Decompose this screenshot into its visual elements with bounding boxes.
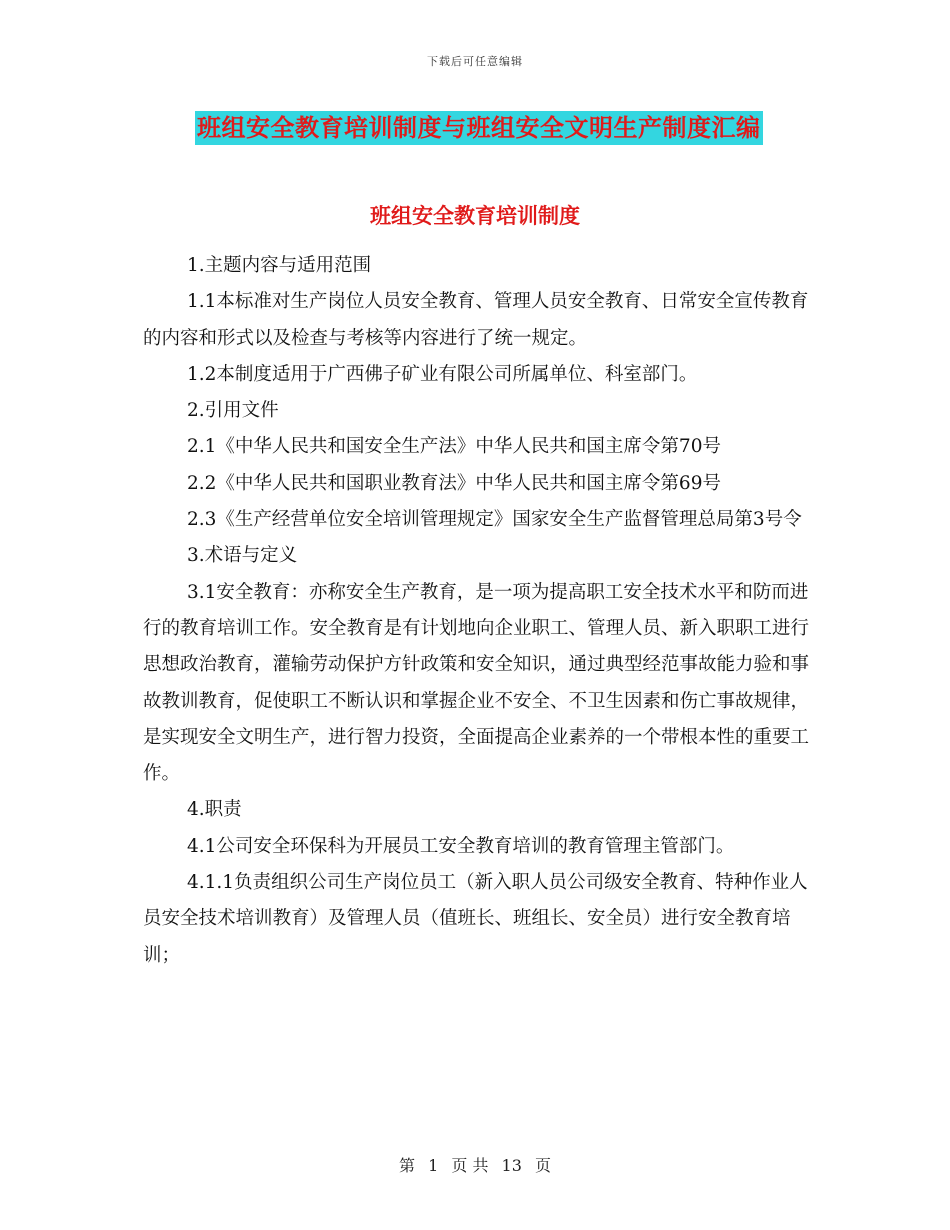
- page-middle: 页 共: [451, 1156, 489, 1175]
- page-footer: [0, 1153, 950, 1176]
- paragraph: 2.3《生产经营单位安全培训管理规定》国家安全生产监督管理总局第3号令: [187, 509, 802, 531]
- paragraph: 2.2《中华人民共和国职业教育法》中华人民共和国主席令第69号: [187, 472, 721, 494]
- page-suffix: 页: [535, 1156, 552, 1175]
- paragraph: 4.1公司安全环保科为开展员工安全教育培训的教育管理主管部门。: [187, 835, 735, 857]
- paragraph: 3.术语与定义: [187, 545, 298, 567]
- section-title: 班组安全教育培训制度: [370, 203, 580, 228]
- paragraph: 1.主题内容与适用范围: [187, 255, 372, 276]
- paragraph: 4.1.1负责组织公司生产岗位员工（新入职人员公司级安全教育、特种作业人员安全技术培训教育）及管理人员（值班长、班组长、安全员）进行安全教育培训；: [143, 872, 808, 966]
- page-prefix: 第: [398, 1156, 415, 1175]
- paragraph: 3.1安全教育：亦称安全生产教育，是一项为提高职工安全技术水平和防而进行的教育培训工作。安全教育是有计划地向企业职工、管理人员、新入职职工进行思想政治教育，灌输劳动保护方针政策和安全知识，通过典型经范事故能力验和事故教训教育，促使职工不断认识和掌握企业不安全、不卫生因素和伤亡事故规律，是实现安全文明生产，进行智力投资，全面提高企业素养的一个带根本性的重要工作。: [143, 581, 810, 785]
- page-number: 1: [428, 1156, 439, 1175]
- paragraph: 2.引用文件: [187, 400, 279, 422]
- document-body: [143, 248, 823, 974]
- paragraph: 4.职责: [187, 799, 242, 821]
- paragraph: 1.2本制度适用于广西佛子矿业有限公司所属单位、科室部门。: [187, 363, 698, 385]
- paragraph: 2.1《中华人民共和国安全生产法》中华人民共和国主席令第70号: [187, 436, 721, 458]
- paragraph: 1.1本标准对生产岗位人员安全教育、管理人员安全教育、日常安全宣传教育的内容和形式以及检查与考核等内容进行了统一规定。: [143, 291, 809, 349]
- header-note: 下载后可任意编辑: [427, 55, 523, 68]
- document-title: 班组安全教育培训制度与班组安全文明生产制度汇编: [195, 111, 763, 145]
- total-pages: 13: [501, 1156, 522, 1175]
